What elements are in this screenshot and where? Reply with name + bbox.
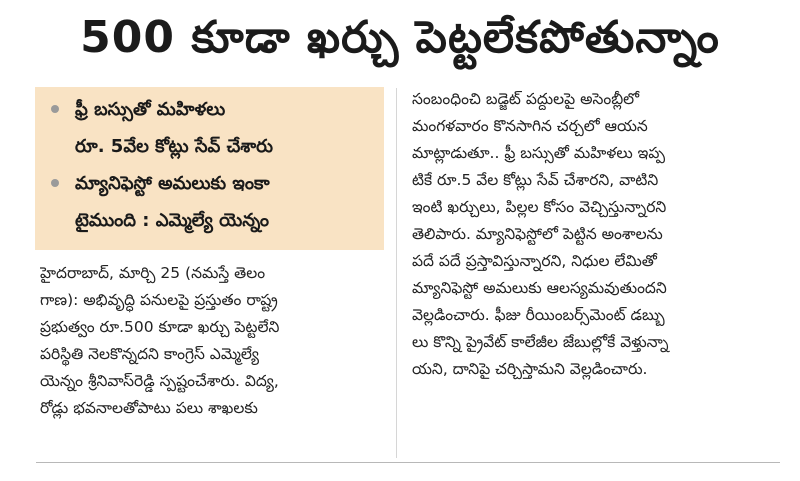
text-line: లు కొన్ని ప్రైవేట్ కాలేజీల జేబుల్లోకే వెళ్తున్నా: [412, 333, 669, 351]
bullet-icon: [51, 105, 59, 113]
text-line: సంబంధించి బడ్జెట్ పద్దులపై అసెంబ్లీలో: [412, 90, 640, 108]
bottom-divider: [36, 462, 780, 463]
highlight-box: [35, 87, 384, 250]
text-line: తెలిపారు. మ్యానిఫెస్టోలో పెట్టిన అంశాలను: [412, 225, 663, 243]
text-line: పరిస్థితి నెలకొన్నదని కాంగ్రెస్ ఎమ్మెల్యే: [40, 345, 259, 363]
text-line: యెన్నం శ్రీనివాస్‌రెడ్డి స్పష్టంచేశారు. విద్య,: [40, 372, 279, 390]
headline: 500 కూడా ఖర్చు పెట్టలేకపోతున్నాం: [80, 12, 720, 63]
text-line: రోడ్లు భవనాలతోపాటు పలు శాఖలకు: [40, 399, 258, 417]
highlight-line: రూ. 5వేల కోట్లు సేవ్ చేశారు: [75, 136, 274, 157]
highlight-line: మ్యానిఫెస్టో అమలుకు ఇంకా: [75, 173, 270, 194]
bullet-icon: [51, 179, 59, 187]
text-line: వెల్లడించారు. ఫీజు రీయింబర్స్‌మెంట్ డబ్బు: [412, 306, 665, 324]
text-line: మంగళవారం కొనసాగిన చర్చలో ఆయన: [412, 117, 648, 135]
text-line: గాణ): అభివృద్ధి పనులపై ప్రస్తుతం రాష్ట్ర: [40, 291, 278, 309]
article-body-right: [412, 86, 776, 383]
text-line: ప్రభుత్వం రూ.500 కూడా ఖర్చు పెట్టలేని: [40, 318, 280, 336]
text-line: మాట్లాడుతూ.. ఫ్రీ బస్సుతో మహిళలు ఇప్ప: [412, 144, 665, 162]
highlight-item: [49, 91, 378, 165]
column-divider: [396, 88, 397, 458]
highlight-line: టైముంది : ఎమ్మెల్యే యెన్నం: [75, 210, 270, 231]
text-line: పదే పదే ప్రస్తావిస్తున్నారని, నిధుల లేమితో: [412, 252, 657, 270]
article-body-left: [40, 260, 386, 422]
highlight-line: ఫ్రీ బస్సుతో మహిళలు: [75, 99, 226, 120]
text-line: యని, దానిపై చర్చిస్తామని వెల్లడించారు.: [412, 360, 648, 378]
text-line: ఇంటి ఖర్చులు, పిల్లల కోసం వెచ్చిస్తున్నారని: [412, 198, 667, 216]
text-line: మ్యానిఫెస్టో అమలుకు ఆలస్యమవుతుందని: [412, 279, 667, 297]
text-line: హైదరాబాద్, మార్చి 25 (నమస్తే తెలం: [40, 264, 266, 282]
text-line: టికే రూ.5 వేల కోట్లు సేవ్ చేశారని, వాటిని: [412, 171, 659, 189]
highlight-item: [49, 165, 378, 239]
